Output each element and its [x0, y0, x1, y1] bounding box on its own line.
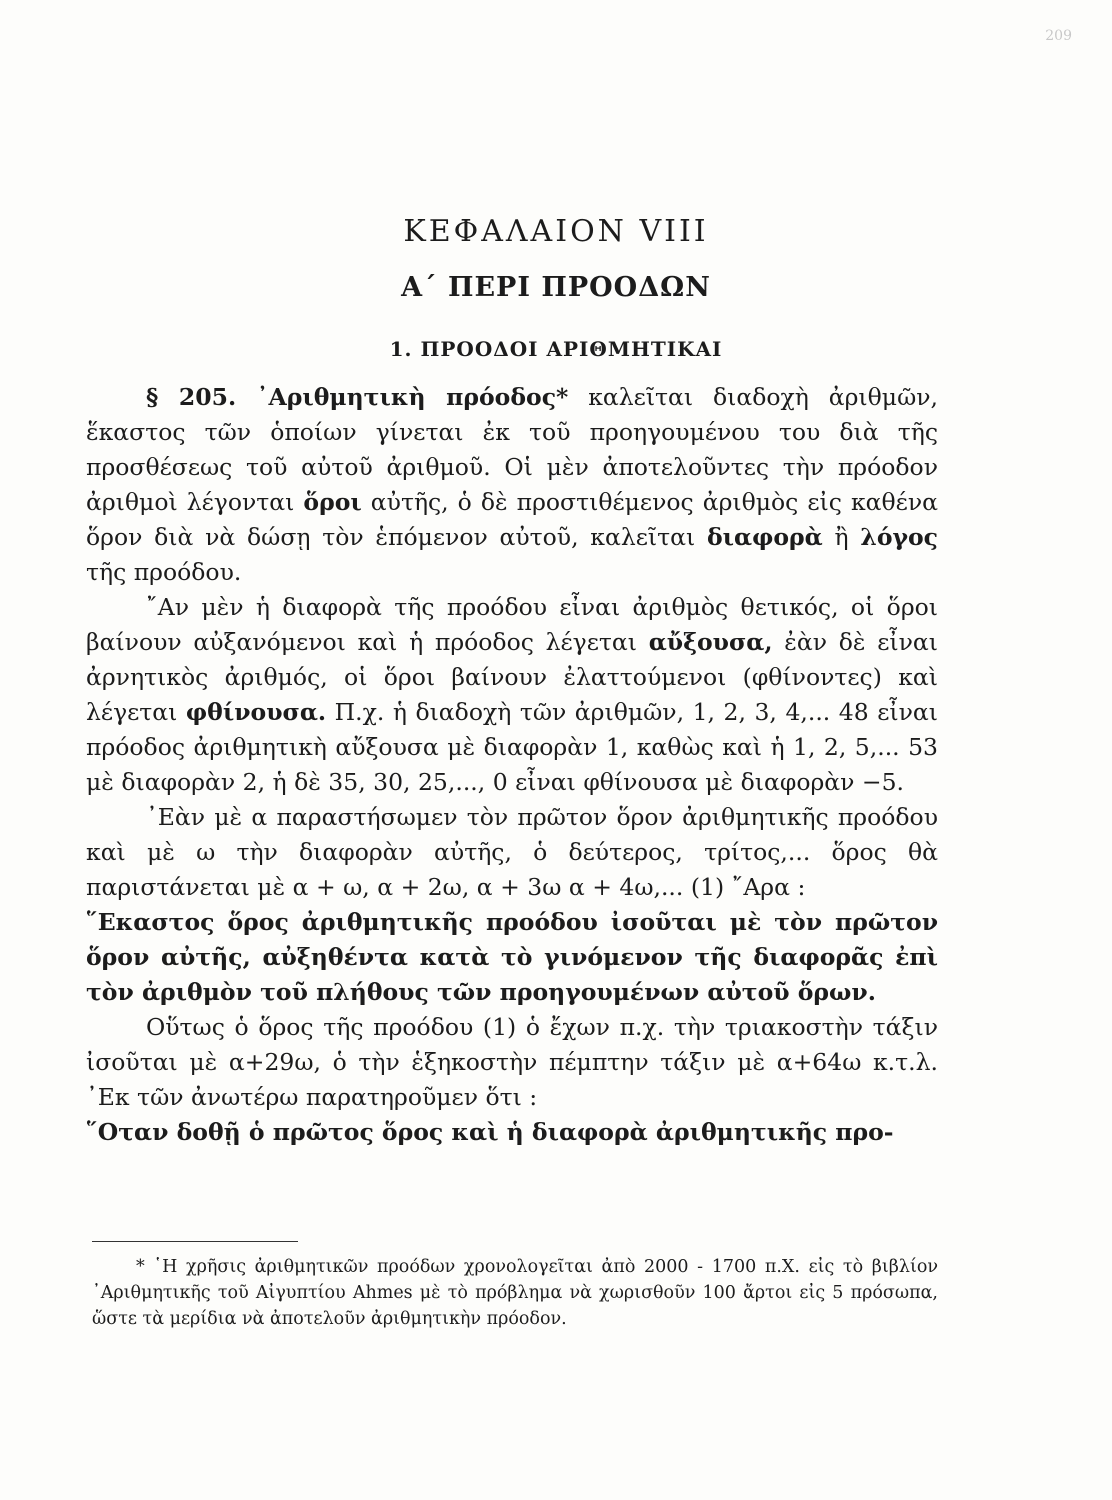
term-auxousa: αὔξουσα,	[648, 628, 773, 656]
section-title: Α΄ ΠΕΡΙ ΠΡΟΟΔΩΝ	[401, 272, 711, 303]
text-span: αὐτῆς, ὁ δὲ προστιθέμενος ἀριθμὸς εἰς καθένα ὅρον διὰ νὰ δώσῃ τὸν ἑπόμενον αὐτοῦ, καλεῖται	[86, 488, 938, 551]
paragraph-definition	[86, 380, 938, 590]
footnote-text: * ῾Η χρῆσις ἀριθμητικῶν προόδων χρονολογεῖται ἀπὸ 2000 - 1700 π.Χ. εἰς τὸ βιβλίον ᾿Αριθμητικῆς τοῦ Αἰγυπτίου Ahmes μὲ τὸ πρόβλημα νὰ χωρισθοῦν 100 ἄρτοι εἰς 5 πρόσωπα, ὥστε τὰ μερίδια νὰ ἀποτελοῦν ἀριθμητικὴν πρόοδον.	[92, 1257, 938, 1329]
text-span: καλεῖται διαδοχὴ ἀριθμῶν, ἕκαστος τῶν ὁποίων γίνεται ἐκ τοῦ προηγουμένου του διὰ τῆς προσθέσεως τοῦ αὐτοῦ ἀριθμοῦ. Οἱ μὲν ἀποτελοῦντες τὴν πρόοδον ἀριθμοὶ λέγονται	[86, 383, 938, 516]
text-span: τῆς προόδου.	[86, 558, 242, 586]
rule-statement	[86, 905, 938, 1010]
term-logos: λόγος	[860, 523, 938, 551]
subsection-title: 1. ΠΡΟΟΔΟΙ ΑΡΙΘΜΗΤΙΚΑΙ	[389, 337, 723, 361]
footnote-divider	[92, 1241, 298, 1242]
rule2-text: ῞Οταν δοθῇ ὁ πρῶτος ὅρος καὶ ἡ διαφορὰ ἀριθμητικῆς προ-	[86, 1118, 894, 1146]
text-span: ἐὰν δὲ εἶναι ἀρνητικὸς ἀριθμός, οἱ ὅροι βαίνουν ἐλαττούμενοι (φθίνοντες) καὶ λέγεται	[86, 628, 938, 726]
text-span: Π.χ. ἡ διαδοχὴ τῶν ἀριθμῶν, 1, 2, 3, 4,... 48 εἶναι πρόοδος ἀριθμητικὴ αὔξουσα μὲ διαφορὰν 1, καθὼς καὶ ἡ 1, 2, 5,... 53 μὲ διαφορὰν 2, ἡ δὲ 35, 30, 25,..., 0 εἶναι φθίνουσα μὲ διαφορὰν −5.	[86, 698, 938, 796]
chapter-title: ΚΕΦΑΛΑΙΟΝ VIII	[403, 214, 709, 249]
rule-statement-2	[86, 1115, 938, 1150]
paragraph-example: Οὕτως ὁ ὅρος τῆς προόδου (1) ὁ ἔχων π.χ. τὴν τριακοστὴν τάξιν ἰσοῦται μὲ α+29ω, ὁ τὴν ἑξηκοστὴν πέμπτην τάξιν μὲ α+64ω κ.τ.λ. ᾿Εκ τῶν ἀνωτέρω παρατηροῦμεν ὅτι :	[86, 1013, 938, 1111]
rule-text: ῞Εκαστος ὅρος ἀριθμητικῆς προόδου ἰσοῦται μὲ τὸν πρῶτον ὅρον αὐτῆς, αὐξηθέντα κατὰ τὸ γινόμενον τῆς διαφορᾶς ἐπὶ τὸν ἀριθμὸν τοῦ πλήθους τῶν προηγουμένων αὐτοῦ ὅρων.	[86, 908, 938, 1006]
term-oroi: ὅροι	[303, 488, 362, 516]
paragraph-increasing-decreasing	[86, 590, 938, 800]
body-text	[86, 380, 938, 1150]
term-diafora: διαφορὰ	[706, 523, 823, 551]
text-span: ἢ	[822, 523, 861, 551]
footnote	[92, 1254, 938, 1332]
paragraph-notation: ᾿Εὰν μὲ α παραστήσωμεν τὸν πρῶτον ὅρον ἀριθμητικῆς προόδου καὶ μὲ ω τὴν διαφορὰν αὐτῆς, ὁ δεύτερος, τρίτος,... ὅρος θὰ παριστάνεται μὲ α + ω, α + 2ω, α + 3ω α + 4ω,... (1) ῎Αρα :	[86, 803, 938, 901]
definition-label: § 205. ᾿Αριθμητικὴ πρόοδος*	[146, 383, 569, 411]
text-span: ῎Αν μὲν ἡ διαφορὰ τῆς προόδου εἶναι ἀριθμὸς θετικός, οἱ ὅροι βαίνουν αὐξανόμενοι καὶ ἡ πρόοδος λέγεται	[86, 593, 938, 656]
term-fthinousa: φθίνουσα.	[185, 698, 327, 726]
page-number: 209	[1045, 28, 1072, 44]
